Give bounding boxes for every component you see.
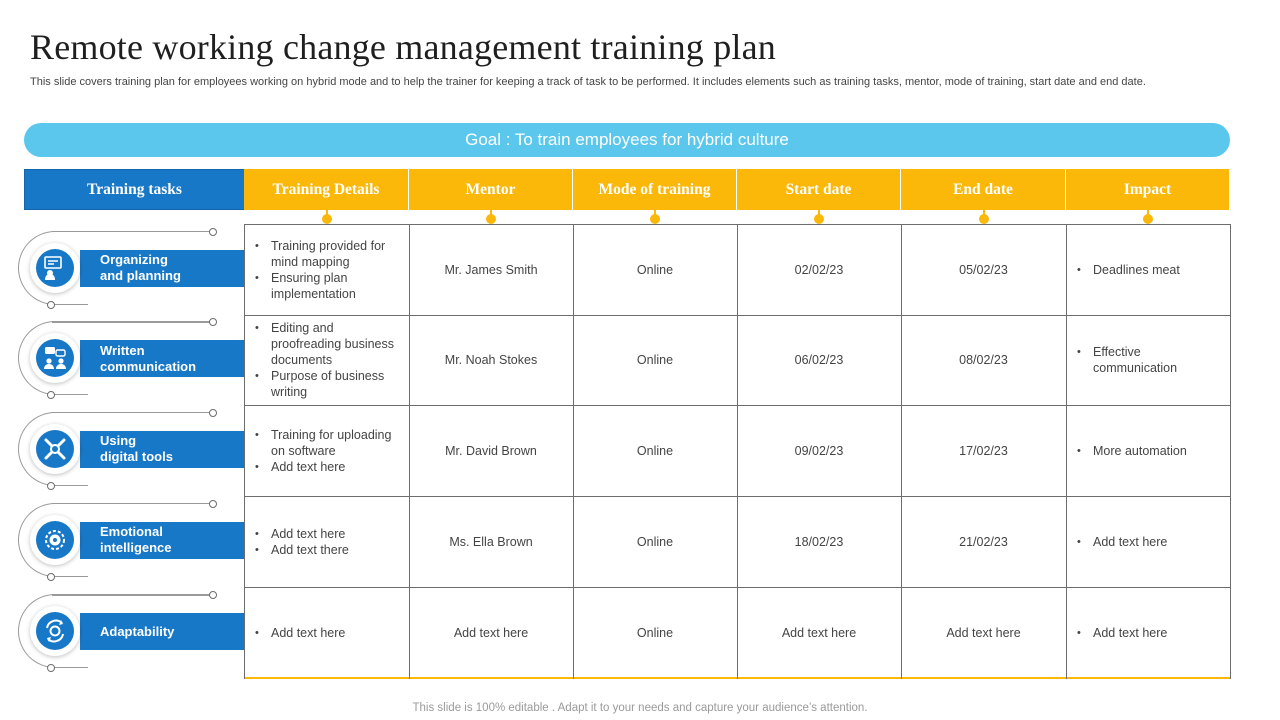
cell-training-details: [244, 224, 409, 315]
page-subtitle: This slide covers training plan for employees working on hybrid mode and to help the trainer for keeping a track of task to be performed. It includes elements such as training tasks, mentor, mode of training, start date and end date.: [30, 76, 1146, 88]
cell-end-date: [901, 315, 1066, 405]
bullet-item: • Ensuring plan implementation: [252, 270, 401, 302]
bullet-list: [252, 320, 401, 400]
cell-text: 18/02/23: [794, 534, 844, 549]
task-bracket-end-dot: [209, 318, 217, 326]
cell-start-date: [737, 315, 901, 405]
bullet-item: • Effective communication: [1074, 344, 1222, 376]
task-label: [80, 250, 244, 287]
bullet-list: [1074, 625, 1167, 641]
task-bracket-end-dot: [209, 591, 217, 599]
task-bracket-end-dot: [209, 409, 217, 417]
cell-text: Mr. Noah Stokes: [444, 353, 538, 367]
bullet-item: • Add text here: [252, 526, 349, 542]
bullet-item: • Add text here: [1074, 625, 1167, 641]
header-connector-dot: [978, 210, 990, 224]
header-impact: Impact: [1066, 169, 1230, 210]
bullet-item: • More automation: [1074, 443, 1187, 459]
bullet-item: • Training provided for mind mapping: [252, 238, 401, 270]
bullet-list: [1074, 534, 1167, 550]
task-bracket-end-dot: [209, 228, 217, 236]
footer-note: This slide is 100% editable . Adapt it to your needs and capture your audience’s attention.: [412, 702, 868, 714]
task-label-text: Organizing and planning: [100, 252, 181, 283]
task-bracket-end-dot: [47, 391, 55, 399]
cycle-gear-icon: [36, 612, 74, 650]
cell-impact: [1066, 496, 1230, 587]
task-label-text: Written communication: [100, 342, 197, 374]
cell-mode-of-training: [573, 587, 737, 679]
task-label: [80, 431, 244, 468]
page-title: Remote working change management training plan: [30, 27, 776, 67]
brain-gear-icon: [36, 521, 74, 559]
bullet-item: • Add text there: [252, 542, 349, 558]
task-bracket-line: [52, 321, 213, 323]
tools-icon: [36, 430, 74, 468]
header-training-details: Training Details: [244, 169, 409, 210]
task-icon-badge: [30, 243, 80, 293]
cell-end-date: [901, 405, 1066, 496]
bullet-item: • Add text here: [252, 625, 345, 641]
task-label: [80, 340, 244, 377]
cell-mentor: [409, 224, 573, 315]
bullet-item: • Add text here: [1074, 534, 1167, 550]
cell-end-date: [901, 587, 1066, 679]
cell-mentor: [409, 405, 573, 496]
cell-mentor: [409, 587, 573, 679]
cell-text: Ms. Ella Brown: [449, 534, 533, 549]
header-connector-dot: [321, 210, 333, 224]
cell-end-date: [901, 496, 1066, 587]
cell-text: 08/02/23: [959, 353, 1008, 367]
task-bracket-end-dot: [47, 664, 55, 672]
cell-training-details: [244, 315, 409, 405]
presentation-icon: [36, 249, 74, 287]
cell-training-details: [244, 405, 409, 496]
cell-text: 06/02/23: [794, 353, 844, 367]
cell-mentor: [409, 315, 573, 405]
cell-mentor: [409, 496, 573, 587]
cell-text: Online: [636, 534, 674, 549]
cell-impact: [1066, 315, 1230, 405]
header-connector-dot: [649, 210, 661, 224]
bullet-item: • Add text here: [252, 459, 401, 475]
cell-impact: [1066, 587, 1230, 679]
header-end-date: End date: [901, 169, 1066, 210]
header-connector-dot: [485, 210, 497, 224]
cell-text: Mr. David Brown: [445, 443, 537, 458]
task-icon-badge: [30, 606, 80, 656]
cell-text: Add text here: [453, 626, 529, 640]
bullet-item: • Purpose of business writing: [252, 368, 401, 400]
bullet-list: [1074, 262, 1180, 278]
task-label: [80, 522, 244, 559]
table-column-divider: [1230, 224, 1231, 679]
cell-start-date: [737, 224, 901, 315]
header-connector-dot: [813, 210, 825, 224]
cell-text: 05/02/23: [959, 262, 1008, 277]
cell-start-date: [737, 496, 901, 587]
cell-text: Add text here: [946, 626, 1021, 640]
task-bracket-end-dot: [47, 482, 55, 490]
bullet-item: • Training for uploading on software: [252, 427, 401, 459]
header-mentor: Mentor: [409, 169, 573, 210]
task-label: [80, 613, 244, 650]
task-label-text: Adaptability: [100, 623, 175, 639]
cell-text: Online: [636, 626, 674, 640]
header-mode-of-training: Mode of training: [573, 169, 737, 210]
bullet-list: [252, 238, 401, 302]
goal-banner: [24, 123, 1230, 157]
header-training-tasks: Training tasks: [24, 169, 245, 210]
bullet-list: [252, 526, 349, 558]
cell-impact: [1066, 405, 1230, 496]
bullet-list: [1074, 344, 1222, 376]
cell-end-date: [901, 224, 1066, 315]
cell-impact: [1066, 224, 1230, 315]
team-communication-icon: [36, 339, 74, 377]
cell-mode-of-training: [573, 224, 737, 315]
bullet-item: • Deadlines meat: [1074, 262, 1180, 278]
task-bracket-end-dot: [47, 573, 55, 581]
cell-text: Online: [636, 353, 674, 367]
header-connector-dot: [1142, 210, 1154, 224]
goal-text: Goal : To train employees for hybrid culture: [465, 130, 789, 149]
bullet-item: • Editing and proofreading business documents: [252, 320, 401, 368]
cell-training-details: [244, 496, 409, 587]
cell-start-date: [737, 587, 901, 679]
cell-text: Mr. James Smith: [444, 262, 538, 277]
bullet-list: [1074, 443, 1187, 459]
cell-mode-of-training: [573, 496, 737, 587]
task-bracket-line: [52, 231, 213, 233]
task-bracket-line: [52, 412, 213, 414]
task-bracket-end-dot: [47, 301, 55, 309]
task-icon-badge: [30, 333, 80, 383]
cell-text: Online: [636, 262, 674, 277]
cell-mode-of-training: [573, 405, 737, 496]
cell-text: 02/02/23: [794, 262, 844, 277]
task-label-text: Using digital tools: [100, 433, 173, 464]
bullet-list: [252, 427, 401, 475]
cell-start-date: [737, 405, 901, 496]
cell-text: Online: [636, 443, 674, 458]
cell-training-details: [244, 587, 409, 679]
cell-text: 21/02/23: [959, 534, 1008, 549]
header-start-date: Start date: [737, 169, 901, 210]
bullet-list: [252, 625, 345, 641]
cell-text: 09/02/23: [794, 443, 844, 458]
task-bracket-line: [52, 594, 213, 596]
task-icon-badge: [30, 515, 80, 565]
cell-text: 17/02/23: [959, 443, 1008, 458]
cell-text: Add text here: [781, 626, 857, 640]
task-bracket-end-dot: [209, 500, 217, 508]
task-icon-badge: [30, 424, 80, 474]
cell-mode-of-training: [573, 315, 737, 405]
task-label-text: Emotional intelligence: [100, 524, 172, 555]
task-bracket-line: [52, 503, 213, 505]
